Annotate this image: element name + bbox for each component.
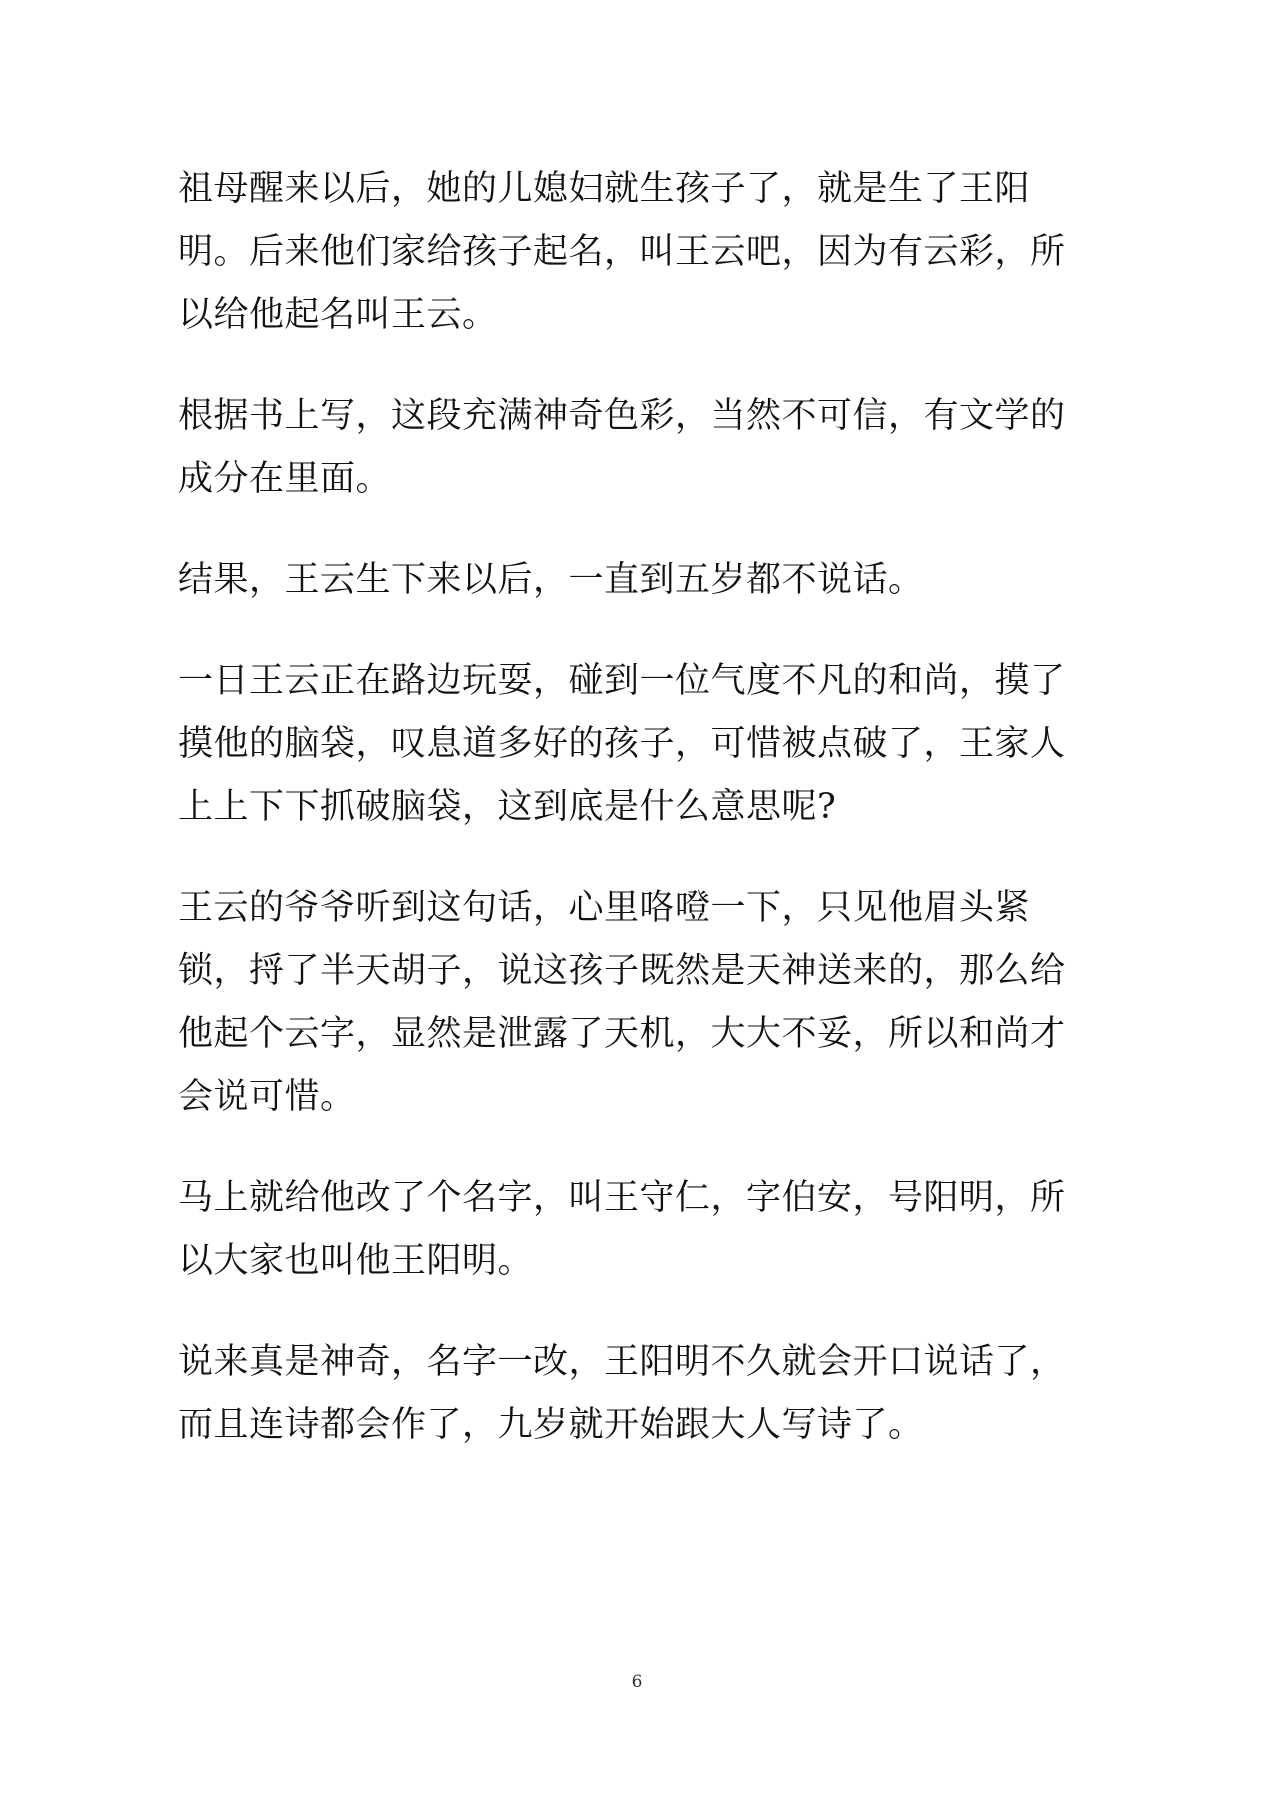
paragraph-2: 根据书上写，这段充满神奇色彩，当然不可信，有文学的成分在里面。 [178, 396, 1066, 499]
paragraph-5: 王云的爷爷听到这句话，心里咯噔一下，只见他眉头紧锁，捋了半天胡子，说这孩子既然是天神送来的，那么给他起个云字，显然是泄露了天机，大大不妥，所以和尚才会说可惜。 [178, 888, 1066, 1117]
paragraph-7: 说来真是神奇，名字一改，王阳明不久就会开口说话了，而且连诗都会作了，九岁就开始跟大人写诗了。 [178, 1342, 1066, 1445]
paragraph-1: 祖母醒来以后，她的儿媳妇就生孩子了，就是生了王阳明。后来他们家给孩子起名，叫王云吧，因为有云彩，所以给他起名叫王云。 [178, 169, 1066, 335]
paragraph-6: 马上就给他改了个名字，叫王守仁，字伯安，号阳明，所以大家也叫他王阳明。 [178, 1178, 1066, 1281]
paragraph-4: 一日王云正在路边玩耍，碰到一位气度不凡的和尚，摸了摸他的脑袋，叹息道多好的孩子，可惜被点破了，王家人上上下下抓破脑袋，这到底是什么意思呢? [178, 661, 1066, 827]
body-text [178, 158, 1078, 1495]
paragraph-3: 结果，王云生下来以后，一直到五岁都不说话。 [178, 560, 924, 600]
page-number: 6 [631, 1672, 643, 1692]
